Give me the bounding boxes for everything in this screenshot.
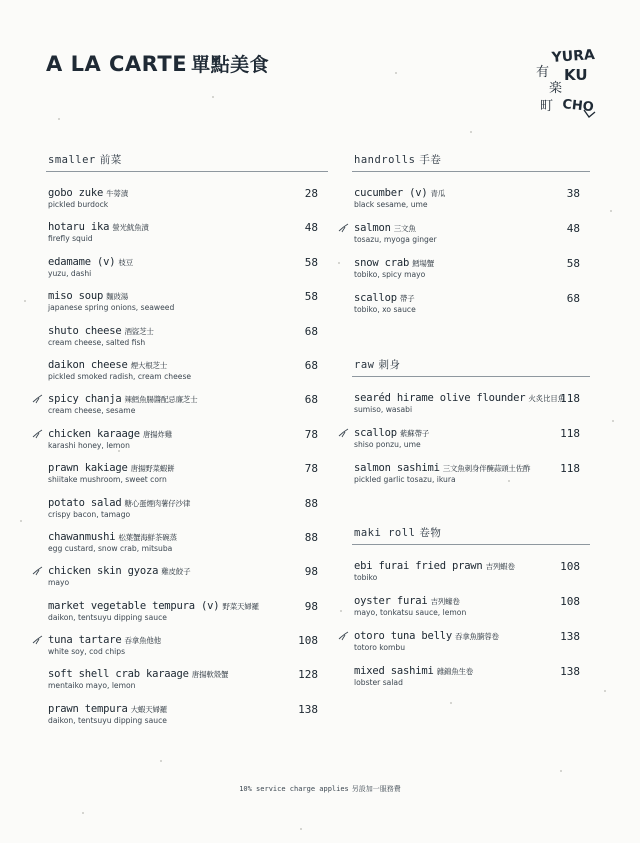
item-price: 118 (560, 392, 580, 405)
menu-item (352, 462, 590, 497)
item-name (48, 634, 328, 647)
item-name-zh: 野菜天婦羅 (222, 601, 259, 611)
item-name-zh: 大蝦天婦羅 (130, 704, 168, 714)
item-description: egg custard, snow crab, mitsuba (48, 543, 173, 553)
item-description: pickled smoked radish, cream cheese (48, 371, 192, 381)
item-price: 98 (304, 599, 318, 613)
item-name-zh: 吞拿魚他他 (124, 636, 161, 646)
item-description: pickled burdock (48, 200, 109, 209)
item-name-en: daikon cheese (48, 358, 128, 371)
item-description: daikon, tentsuyu dipping sauce (48, 612, 167, 622)
logo-text-zh3: 町 (540, 99, 554, 114)
footer-note (0, 784, 640, 794)
item-list-smaller (46, 187, 328, 737)
item-name (48, 221, 328, 234)
item-price: 138 (560, 630, 580, 643)
item-description: lobster salad (354, 678, 403, 687)
item-name-zh: 唐揚野菜蝦餅 (130, 464, 175, 474)
item-name-en: edamame (v) (48, 255, 116, 268)
item-description: mayo, tonkatsu sauce, lemon (354, 608, 467, 617)
item-name-en: mixed sashimi (354, 665, 434, 677)
menu-item (352, 187, 590, 222)
section-title-zh: 前菜 (99, 154, 122, 166)
item-price: 48 (304, 221, 318, 235)
item-name (354, 665, 590, 678)
section-title-zh: 刺身 (378, 359, 401, 371)
item-price: 138 (298, 702, 318, 716)
item-name-zh: 吉列蠔卷 (430, 597, 460, 606)
item-description: daikon, tentsuyu dipping sauce (48, 715, 167, 725)
item-description: tobiko, spicy mayo (354, 270, 426, 279)
item-name (48, 359, 328, 372)
section-title-zh: 卷物 (419, 527, 442, 539)
item-name-en: cucumber (v) (354, 187, 428, 199)
item-name (48, 497, 328, 510)
menu-item (46, 221, 328, 255)
menu-item (46, 359, 328, 393)
item-name-zh: 雜錦魚生卷 (436, 667, 474, 676)
item-name (48, 565, 328, 578)
item-name-zh: 火炙比目魚 (528, 394, 565, 403)
item-price: 128 (298, 668, 318, 682)
item-price: 58 (566, 257, 580, 270)
yurakucho-logo (532, 44, 598, 120)
item-name-zh: 吞拿魚腩蓉卷 (454, 632, 499, 641)
menu-item (46, 600, 328, 634)
item-name-en: chicken skin gyoza (48, 565, 159, 578)
item-price: 138 (560, 665, 580, 678)
item-name-zh: 酒盜芝士 (124, 326, 154, 336)
item-name-en: salmon sashimi (354, 462, 440, 474)
item-description: tobiko, xo sauce (354, 305, 416, 314)
item-name-zh: 唐揚軟殼蟹 (191, 670, 229, 680)
item-name (48, 187, 328, 200)
item-description: cream cheese, salted fish (48, 337, 146, 347)
item-name (354, 462, 590, 475)
chef-signature-icon (338, 223, 350, 233)
item-price: 108 (560, 560, 580, 573)
item-name-en: potato salad (48, 496, 122, 509)
item-name-zh: 三文魚刺身伴醃蒜頭土佐酢 (442, 464, 531, 473)
section-header (352, 150, 590, 172)
item-name-zh: 三文魚 (393, 224, 416, 233)
item-name-zh: 帶子 (399, 294, 415, 303)
section-title: raw (354, 359, 375, 371)
item-list (352, 560, 590, 700)
item-name-en: chicken karaage (48, 427, 140, 440)
item-price: 68 (304, 358, 318, 372)
item-name-en: gobo zuke (48, 187, 104, 199)
item-name (354, 222, 590, 235)
item-name-zh: 牛蒡漬 (106, 189, 129, 198)
item-name-en: market vegetable tempura (v) (48, 599, 220, 612)
item-description: totoro kombu (354, 643, 406, 652)
item-name (354, 630, 590, 643)
item-list (352, 187, 590, 327)
item-name-en: prawn tempura (48, 702, 128, 715)
menu-item (352, 595, 590, 630)
logo-text-zh1: 有 (536, 65, 550, 80)
item-price: 68 (566, 292, 580, 305)
section-header (352, 355, 590, 377)
menu-item (46, 393, 328, 427)
section-title: handrolls (354, 154, 416, 166)
section-header-smaller (46, 150, 328, 172)
item-price: 58 (304, 290, 318, 304)
item-price: 118 (560, 427, 580, 440)
item-price: 68 (304, 324, 318, 338)
item-name-zh: 辣鱈魚腸醬配忌廉芝士 (124, 395, 198, 405)
item-name-en: salmon (354, 222, 391, 234)
item-name-zh: 煙大根芝士 (130, 360, 168, 370)
item-name-zh: 糖心蛋煙肉薯仔沙律 (124, 498, 191, 508)
menu-item (352, 665, 590, 700)
item-description: tosazu, myoga ginger (354, 235, 437, 244)
section-title: maki roll (354, 527, 416, 539)
item-name-zh: 麵豉湯 (106, 292, 129, 302)
item-description: yuzu, dashi (48, 268, 92, 278)
menu-item (46, 497, 328, 531)
item-name (354, 560, 590, 573)
item-price: 118 (560, 462, 580, 475)
item-name-en: ebi furai fried prawn (354, 560, 483, 572)
menu-item (352, 392, 590, 427)
menu-item (352, 427, 590, 462)
item-name-en: otoro tuna belly (354, 630, 452, 642)
item-name-zh: 松葉蟹海鮮茶碗蒸 (118, 532, 177, 542)
chef-signature-icon (32, 429, 44, 439)
item-name (354, 392, 590, 405)
item-description: sumiso, wasabi (354, 405, 413, 414)
item-name-zh: 枝豆 (118, 257, 133, 267)
item-price: 78 (304, 427, 318, 441)
item-description: mayo (48, 578, 70, 588)
item-name-en: chawanmushi (48, 530, 116, 543)
section-header (352, 523, 590, 545)
footer-text-zh: 另設加一服務費 (351, 785, 401, 793)
item-name (48, 325, 328, 338)
item-price: 68 (304, 393, 318, 407)
item-name (48, 531, 328, 544)
item-name-en: scallop (354, 292, 397, 304)
item-name (48, 462, 328, 475)
footer-text: 10% service charge applies (239, 785, 349, 793)
item-description: pickled garlic tosazu, ikura (354, 475, 456, 484)
item-name-en: oyster furai (354, 595, 428, 607)
right-column (352, 150, 590, 726)
menu-item (352, 292, 590, 327)
item-description: black sesame, ume (354, 200, 428, 209)
section-raw (352, 355, 590, 497)
section-smaller (46, 150, 328, 737)
item-description: shiitake mushroom, sweet corn (48, 475, 167, 485)
page-title (46, 50, 269, 77)
item-price: 48 (566, 222, 580, 235)
item-name (48, 600, 328, 613)
item-name (354, 595, 590, 608)
section-title-zh: 手卷 (419, 154, 442, 166)
item-price: 38 (566, 187, 580, 200)
item-name-en: miso soup (48, 290, 104, 303)
item-name-en: hotaru ika (48, 221, 110, 234)
item-name-en: snow crab (354, 257, 410, 269)
item-description: tobiko (354, 573, 378, 582)
item-name-zh: 螢光魷魚漬 (112, 223, 149, 233)
item-price: 108 (298, 634, 318, 648)
menu-item (46, 531, 328, 565)
section-maki-roll (352, 523, 590, 700)
item-description: japanese spring onions, seaweed (48, 303, 175, 313)
item-price: 58 (304, 255, 318, 269)
item-description: firefly squid (48, 234, 93, 244)
item-name (48, 428, 328, 441)
item-description: shiso ponzu, ume (354, 440, 421, 449)
chef-signature-icon (32, 635, 44, 645)
menu-item (352, 257, 590, 292)
item-list (352, 392, 590, 497)
title-latin: A LA CARTE (46, 52, 188, 76)
item-price: 28 (304, 187, 318, 200)
section-handrolls (352, 150, 590, 327)
item-description: white soy, cod chips (48, 647, 126, 657)
item-price: 78 (304, 462, 318, 476)
item-description: cream cheese, sesame (48, 406, 136, 416)
item-name-zh: 吉列蝦卷 (485, 562, 515, 571)
item-price: 98 (304, 565, 318, 579)
item-name-en: searéd hirame olive flounder (354, 392, 526, 404)
chef-signature-icon (32, 566, 44, 576)
item-name (48, 703, 328, 716)
menu-item (46, 290, 328, 324)
menu-item (46, 187, 328, 221)
item-name-zh: 鱈場蟹 (412, 259, 435, 268)
menu-item (46, 565, 328, 599)
menu-item (46, 462, 328, 496)
item-name (354, 292, 590, 305)
item-price: 88 (304, 530, 318, 544)
chef-signature-icon (338, 428, 350, 438)
item-name (354, 427, 590, 440)
item-name-en: spicy chanja (48, 393, 122, 406)
menu-item (352, 630, 590, 665)
item-name (48, 668, 328, 681)
item-name-zh: 紫蘇帶子 (399, 429, 430, 438)
item-name-zh: 唐揚炸雞 (142, 429, 173, 439)
item-name-en: prawn kakiage (48, 462, 128, 475)
logo-text-yura: YURA (551, 47, 596, 66)
item-name (48, 393, 328, 406)
item-name-en: tuna tartare (48, 634, 122, 647)
menu-item (46, 668, 328, 702)
section-title: smaller (48, 154, 96, 166)
item-price: 108 (560, 595, 580, 608)
item-price: 88 (304, 496, 318, 510)
item-description: crispy bacon, tamago (48, 509, 131, 519)
item-description: karashi honey, lemon (48, 440, 130, 450)
menu-item (46, 325, 328, 359)
item-name-en: shuto cheese (48, 324, 122, 337)
item-name-en: soft shell crab karaage (48, 668, 189, 681)
chef-signature-icon (32, 394, 44, 404)
chef-signature-icon (338, 631, 350, 641)
logo-text-zh2: 楽 (549, 81, 563, 96)
item-name-zh: 雞皮餃子 (161, 567, 191, 577)
logo-text-ku: KU (564, 66, 588, 84)
title-chinese: 單點美食 (191, 54, 270, 76)
item-name (354, 187, 590, 200)
logo-text-cho: CHO (561, 97, 595, 116)
item-name (48, 290, 328, 303)
menu-item (46, 256, 328, 290)
item-name-zh: 青瓜 (430, 189, 446, 198)
menu-item (46, 703, 328, 737)
menu-item (352, 560, 590, 595)
menu-item (46, 428, 328, 462)
item-name (48, 256, 328, 269)
item-name-en: scallop (354, 427, 397, 439)
item-description: mentaiko mayo, lemon (48, 681, 136, 691)
menu-item (46, 634, 328, 668)
menu-item (352, 222, 590, 257)
item-name (354, 257, 590, 270)
